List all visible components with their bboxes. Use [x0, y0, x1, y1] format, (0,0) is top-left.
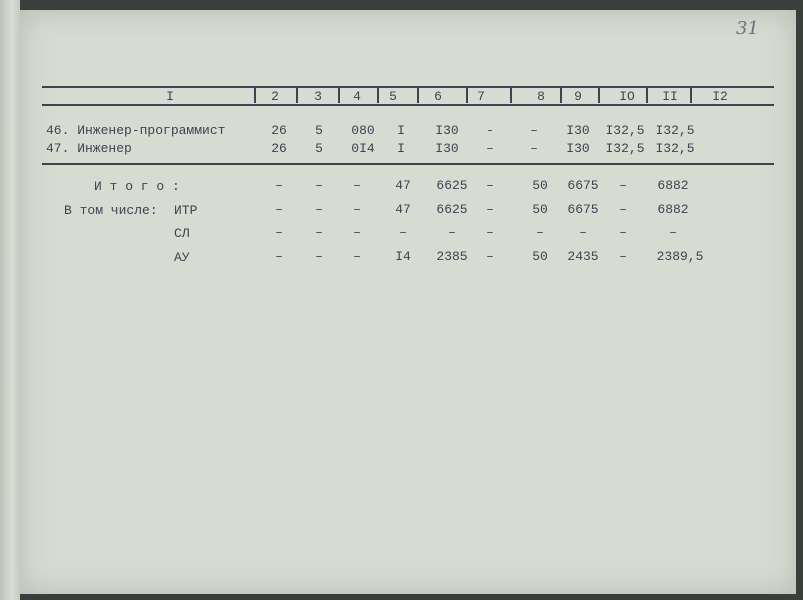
- header-separator: [690, 88, 692, 103]
- totals-cell: –: [275, 225, 283, 240]
- row-cell: 26: [271, 141, 287, 156]
- totals-cell: –: [353, 202, 361, 217]
- row-cell: I30: [435, 141, 459, 156]
- totals-cell: 50: [532, 202, 548, 217]
- header-col-3: 3: [314, 89, 322, 104]
- totals-cell: 50: [532, 178, 548, 193]
- header-col-4: 4: [353, 89, 361, 104]
- header-separator: [466, 88, 468, 103]
- header-separator: [560, 88, 562, 103]
- totals-cell: –: [315, 178, 323, 193]
- totals-label: И т о г о :: [94, 179, 180, 194]
- totals-cell: –: [315, 202, 323, 217]
- document-page: [20, 10, 796, 594]
- page-number: 31: [736, 18, 759, 39]
- category-label: ИТР: [174, 203, 198, 218]
- totals-cell: –: [486, 225, 494, 240]
- totals-cell: –: [275, 202, 283, 217]
- header-separator: [296, 88, 298, 103]
- header-col-2: 2: [271, 89, 279, 104]
- row-cell: 5: [315, 123, 323, 138]
- row-cell: I32,5: [655, 141, 695, 156]
- header-col-7: 7: [477, 89, 485, 104]
- totals-cell: –: [315, 249, 323, 264]
- totals-cell: 2389,5: [656, 249, 704, 264]
- row-cell: I30: [566, 123, 590, 138]
- totals-cell: –: [619, 178, 627, 193]
- row-cell: I32,5: [605, 141, 645, 156]
- header-separator: [254, 88, 256, 103]
- binding-strip: [0, 0, 20, 600]
- header-col-5: 5: [389, 89, 397, 104]
- row-cell: I: [397, 123, 405, 138]
- category-label: АУ: [174, 250, 190, 265]
- table-divider-rule: [42, 163, 774, 165]
- table-header-rule: [42, 104, 774, 106]
- totals-cell: –: [579, 225, 587, 240]
- header-separator: [598, 88, 600, 103]
- header-col-6: 6: [434, 89, 442, 104]
- totals-cell: –: [536, 225, 544, 240]
- row-cell: –: [530, 141, 538, 156]
- totals-cell: 6882: [657, 202, 689, 217]
- header-col-12: I2: [712, 89, 728, 104]
- totals-cell: –: [669, 225, 677, 240]
- totals-cell: –: [486, 178, 494, 193]
- table-top-rule: [42, 86, 774, 88]
- totals-cell: I4: [395, 249, 411, 264]
- totals-cell: 47: [395, 178, 411, 193]
- totals-cell: 2385: [436, 249, 468, 264]
- totals-cell: 2435: [567, 249, 599, 264]
- row-cell: 0I4: [351, 141, 375, 156]
- totals-cell: –: [486, 202, 494, 217]
- totals-cell: –: [448, 225, 456, 240]
- totals-cell: 6675: [567, 202, 599, 217]
- row-cell: I32,5: [655, 123, 695, 138]
- row-cell: 080: [351, 123, 375, 138]
- header-separator: [646, 88, 648, 103]
- totals-cell: –: [353, 178, 361, 193]
- totals-cell: –: [315, 225, 323, 240]
- totals-cell: –: [275, 178, 283, 193]
- totals-cell: –: [353, 225, 361, 240]
- header-col-11: II: [662, 89, 678, 104]
- totals-cell: –: [486, 249, 494, 264]
- row-cell: 26: [271, 123, 287, 138]
- header-separator: [377, 88, 379, 103]
- totals-cell: –: [353, 249, 361, 264]
- header-separator: [338, 88, 340, 103]
- totals-cell: –: [619, 225, 627, 240]
- totals-cell: 47: [395, 202, 411, 217]
- totals-cell: –: [619, 249, 627, 264]
- row-cell: I30: [435, 123, 459, 138]
- totals-cell: –: [619, 202, 627, 217]
- row-cell: 5: [315, 141, 323, 156]
- header-separator: [417, 88, 419, 103]
- category-label: СЛ: [174, 226, 190, 241]
- header-col-1: I: [166, 89, 174, 104]
- row-cell: I30: [566, 141, 590, 156]
- row-label: 47. Инженер: [46, 141, 132, 156]
- totals-cell: 50: [532, 249, 548, 264]
- row-cell: I: [397, 141, 405, 156]
- row-cell: I32,5: [605, 123, 645, 138]
- row-cell: –: [486, 141, 494, 156]
- subtitle-label: В том числе:: [64, 203, 158, 218]
- row-label: 46. Инженер-программист: [46, 123, 226, 138]
- totals-cell: 6675: [567, 178, 599, 193]
- totals-cell: 6882: [657, 178, 689, 193]
- header-col-10: IO: [619, 89, 635, 104]
- header-col-9: 9: [574, 89, 582, 104]
- totals-cell: –: [275, 249, 283, 264]
- totals-cell: –: [399, 225, 407, 240]
- totals-cell: 6625: [436, 202, 468, 217]
- header-separator: [510, 88, 512, 103]
- row-cell: –: [530, 123, 538, 138]
- totals-cell: 6625: [436, 178, 468, 193]
- header-col-8: 8: [537, 89, 545, 104]
- row-cell: -: [486, 123, 494, 138]
